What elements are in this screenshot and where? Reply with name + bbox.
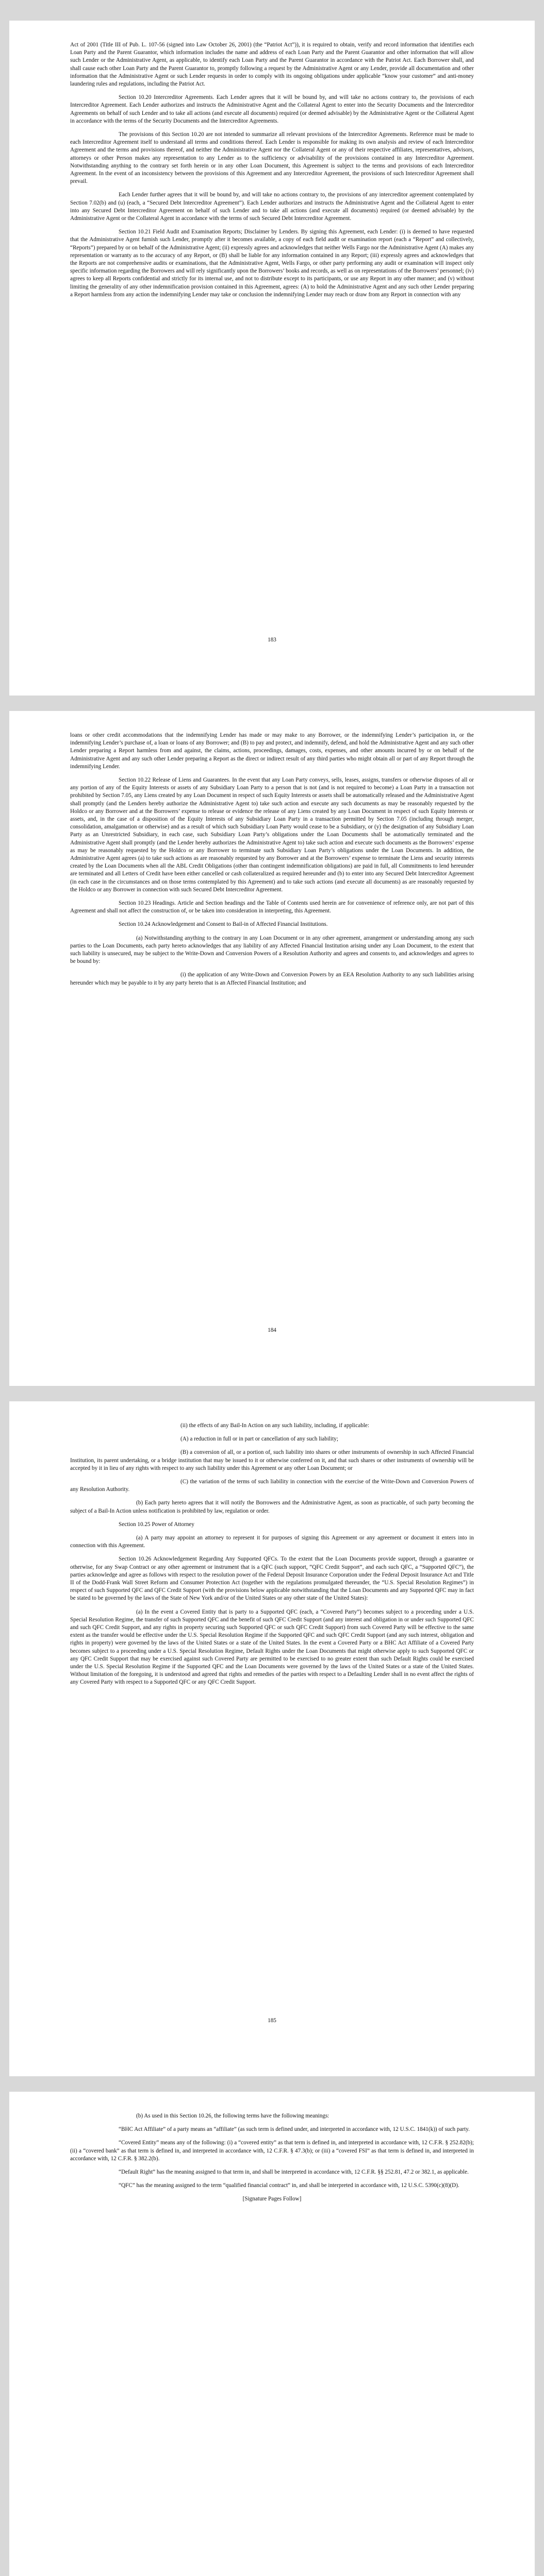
paragraph-section-10-26-a: (a) In the event a Covered Entity that is party to a Supported QFC (each, a “Covered Party”) becomes subject to a proceeding under a U.S. Special Resolution Regime, the transfer of such Supported QFC and the benefit of such QFC Credit Support (and any interest and obligation in or under such Supported QFC and such QFC Credit Support, and any rights in property securing such Supported QFC or such QFC Credit Support) from such Covered Party will be effective to the same extent as the transfer would be effective under the U.S. Special Resolution Regime if the Supported QFC and such QFC Credit Support (and any such interest, obligation and rights in property) were governed by the laws of the United States or a state of the United States. In the event a Covered Party or a BHC Act Affiliate of a Covered Party becomes subject to a proceeding under a U.S. Special Resolution Regime, Default Rights under the Loan Documents that might otherwise apply to such Supported QFC or any QFC Credit Support that may be exercised against such Covered Party are permitted to be exercised to no greater extent than such Default Rights could be exercised under the U.S. Special Resolution Regime if the Supported QFC and the Loan Documents were governed by the laws of the United States or a state of the United States. Without limitation of the foregoing, it is understood and agreed that rights and remedies of the parties with respect to a Defaulting Lender shall in no event affect the rights of any Covered Party with respect to a Supported QFC or any QFC Credit Support. bbox=[70, 1608, 474, 1686]
paragraph-section-10-23: Section 10.23 Headings. Article and Section headings and the Table of Contents used herein are for convenience of reference only, are not part of this Agreement and shall not affect the construction of, or be taken into consideration in interpreting, this Agreement. bbox=[70, 900, 474, 914]
paragraph-bail-in-effects: (ii) the effects of any Bail-In Action on any such liability, including, if applicable: bbox=[180, 1422, 369, 1429]
paragraph-section-10-26: Section 10.26 Acknowledgement Regarding Any Supported QFCs. To the extent that the Loan Documents provide support, through a guarantee or otherwise, for any Swap Contract or any other agreement or instrument that is a QFC (such support, “QFC Credit Support”, and each such QFC, a “Supported QFC”), the parties acknowledge and agree as follows with respect to the resolution power of the Federal Deposit Insurance Corporation under the Federal Deposit Insurance Act and Title II of the Dodd-Frank Wall Street Reform and Consumer Protection Act (together with the regulations promulgated thereunder, the “U.S. Special Resolution Regimes”) in respect of such Supported QFC and QFC Credit Support (with the provisions below applicable notwithstanding that the Loan Documents and any Supported QFC may in fact be stated to be governed by the laws of the State of New York and/or of the United States or any other state of the United States): bbox=[70, 1556, 474, 1602]
page-number: 183 bbox=[268, 636, 276, 643]
document-page-183 bbox=[9, 21, 535, 696]
page-number: 185 bbox=[268, 2017, 276, 2024]
paragraph-secured-debt-intercreditor: Each Lender further agrees that it will be bound by, and will take no actions contrary to, the provisions of any intercreditor agreement contemplated by Section 7.02(b) and (u) (each, a “Secured Debt Intercreditor Agreement”). Each Lender authorizes and instructs the Administrative Agent and the Collateral Agent to enter into any Secured Debt Intercreditor Agreement on behalf of such Lender and to take all actions (and execute all documents) required (or deemed advisable) by the Administrative Agent or the Collateral Agent in accordance with the terms of such Secured Debt Intercreditor Agreement. bbox=[70, 192, 474, 222]
paragraph-section-10-24-b: (b) Each party hereto agrees that it will notify the Borrowers and the Administrative Agent, as soon as practicable, of such party becoming the subject of a Bail-In Action unless notification is prohibited by law, regulation or order. bbox=[70, 1500, 474, 1514]
document-page-184 bbox=[9, 711, 535, 1386]
page-number: 184 bbox=[268, 1327, 276, 1333]
paragraph-section-10-25-a: (a) A party may appoint an attorney to represent it for purposes of signing this Agreement or any agreement or document it enters into in connection with this Agreement. bbox=[70, 1535, 474, 1549]
paragraph-section-10-20: Section 10.20 Intercreditor Agreements. Each Lender agrees that it will be bound by, and will take no actions contrary to, the provisions of each Intercreditor Agreement. Each Lender authorizes and instructs the Administrative Agent and the Collateral Agent to enter into the Security Documents and the Intercreditor Agreements on behalf of such Lender and to take all actions (and execute all documents) required (or deemed advisable) by the Administrative Agent or the Collateral Agent in accordance with the terms of the Security Documents and the Intercreditor Agreements. bbox=[70, 94, 474, 124]
paragraph-section-10-21: Section 10.21 Field Audit and Examination Reports; Disclaimer by Lenders. By signing this Agreement, each Lender: (i) is deemed to have requested that the Administrative Agent furnish such Lender, promptly after it becomes available, a copy of each field audit or examination report (each a “Report” and collectively, “Reports”) prepared by or on behalf of the Administrative Agent; (ii) expressly agrees and acknowledges that neither Wells Fargo nor the Administrative Agent (A) makes any representation or warranty as to the accuracy of any Report, or (B) shall be liable for any information contained in any Report; (iii) expressly agrees and acknowledges that the Reports are not comprehensive audits or examinations, that the Administrative Agent, Wells Fargo, or other party performing any audit or examination will inspect only specific information regarding the Borrowers and will rely significantly upon the Borrowers’ books and records, as well as on representations of the Borrowers’ personnel; (iv) agrees to keep all Reports confidential and strictly for its internal use, and not to distribute except to its participants, or use any Report in any other manner; and (v) without limiting the generality of any other indemnification provision contained in this Agreement, agrees: (A) to hold the Administrative Agent and any such other Lender preparing a Report harmless from any action the indemnifying Lender may take or conclusion the indemnifying Lender may reach or draw from any Report in connection with any bbox=[70, 229, 474, 298]
paragraph-section-10-26-b: (b) As used in this Section 10.26, the following terms have the following meanings: bbox=[136, 2113, 329, 2119]
paragraph-patriot-act: Act of 2001 (Title III of Pub. L. 107-56 (signed into Law October 26, 2001) (the “Patriot Act”)), it is required to obtain, verify and record information that identifies each Loan Party and the Parent Guarantor, which information includes the name and address of each Loan Party and the Parent Guarantor and other information that will allow such Lender or the Administrative Agent, as applicable, to identify each Loan Party and the Parent Guarantor in accordance with the Patriot Act. Each Borrower shall, and shall cause each other Loan Party and the Parent Guarantor to, promptly following a request by the Administrative Agent or any Lender, provide all documentation and other information that the Administrative Agent or such Lender requests in order to comply with its ongoing obligations under applicable “know your customer” and anti-money laundering rules and regulations, including the Patriot Act. bbox=[70, 42, 474, 88]
paragraph-section-10-25-heading: Section 10.25 Power of Attorney bbox=[119, 1521, 194, 1528]
paragraph-bail-in-a: (A) a reduction in full or in part or cancellation of any such liability; bbox=[180, 1436, 339, 1443]
paragraph-section-10-24-a-i: (i) the application of any Write-Down and Conversion Powers by an EEA Resolution Authority to any such liabilities arising hereunder which may be payable to it by any party hereto that is an Affected Financial Institution; and bbox=[70, 972, 474, 986]
signature-pages-follow: [Signature Pages Follow] bbox=[242, 2196, 302, 2202]
paragraph-section-10-22: Section 10.22 Release of Liens and Guarantees. In the event that any Loan Party conveys, sells, leases, assigns, transfers or otherwise disposes of all or any portion of any of the Equity Interests or assets of any Subsidiary Loan Party to a person that is not (and is not required to become) a Loan Party in a transaction not prohibited by Section 7.05, any Liens created by any Loan Document in respect of such Equity Interests or assets shall be automatically released and the Administrative Agent shall promptly (and the Lenders hereby authorize the Administrative Agent to) take such action and execute any such documents as may be reasonably requested by the Holdco or any Borrower and at the Borrowers’ expense to release or evidence the release of any Liens created by any Loan Document in respect of such Equity Interests or assets, and, in the case of a disposition of the Equity Interests of any Subsidiary Loan Party in a transaction permitted by Section 7.05 (including through merger, consolidation, amalgamation or otherwise) and as a result of which such Subsidiary Loan Party would cease to be a Subsidiary, or (y) the designation of any Subsidiary Loan Party as an Unrestricted Subsidiary, in each case, such Subsidiary Loan Party’s obligations under the Loan Documents shall be automatically terminated and the Administrative Agent shall promptly (and the Lender hereby authorizes the Administrative Agent to) take such action and execute such documents as the Borrowers’ expense as may be reasonably requested by the Holdco or any Borrower to terminate such Subsidiary Loan Party’s obligations under the Loan Documents. In addition, the Administrative Agent agrees (a) to take such actions as are reasonably requested by any Borrower and at the Borrowers’ expense to terminate the Liens and security interests created by the Loan Documents when all the ABL Credit Obligations (other than contingent indemnification obligations) are paid in full, all Commitments to lend hereunder are terminated and all Letters of Credit have been either cancelled or cash collateralized as required hereunder and (b) to enter into any Secured Debt Intercreditor Agreement (in each case in the circumstances and on those terms contemplated by this Agreement) and to take such actions (and execute all documents) as are reasonably requested by the Holdco or any Borrower in connection with such Secured Debt Intercreditor Agreement. bbox=[70, 777, 474, 893]
paragraph-section-10-24-a: (a) Notwithstanding anything to the contrary in any Loan Document or in any other agreement, arrangement or understanding among any such parties to the Loan Documents, each party hereto acknowledges that any liability of any Affected Financial Institution arising under any Loan Document, to the extent that such liability is unsecured, may be subject to the Write-Down and Conversion Powers of a Resolution Authority and agrees and consents to, and acknowledges and agrees to be bound by: bbox=[70, 935, 474, 965]
document-page-186 bbox=[9, 2092, 535, 2576]
paragraph-intercreditor-provisions: The provisions of this Section 10.20 are not intended to summarize all relevant provisions of the Intercreditor Agreements. Reference must be made to each Intercreditor Agreement itself to understand all terms and conditions thereof. Each Lender is responsible for making its own analysis and review of each Intercreditor Agreement and the terms and provisions thereof, and neither the Administrative Agent nor the Collateral Agent or any of their respective affiliates, representatives, advisors, attorneys or other Person makes any representation to any Lender as to the sufficiency or advisability of the provisions contained in any Intercreditor Agreement. Notwithstanding anything to the contrary set forth herein or in any other Loan Document, this Agreement is subject to the terms and provisions of each Intercreditor Agreement. In the event of an inconsistency between the provisions of this Agreement and any Intercreditor Agreement, the provisions of such Intercreditor Agreement shall prevail. bbox=[70, 131, 474, 185]
definition-qfc: “QFC” has the meaning assigned to the term “qualified financial contract” in, and shall be interpreted in accordance with, 12 U.S.C. 5390(c)(8)(D). bbox=[119, 2182, 459, 2189]
paragraph-bail-in-c: (C) the variation of the terms of such liability in connection with the exercise of the Write-Down and Conversion Powers of any Resolution Authority. bbox=[70, 1479, 474, 1493]
paragraph-indemnification-continued: loans or other credit accommodations that the indemnifying Lender has made or may make to any Borrower, or the indemnifying Lender’s participation in, or the indemnifying Lender’s purchase of, a loan or loans of any Borrower; and (B) to pay and protect, and indemnify, defend, and hold the Administrative Agent and any such other Lender preparing a Report harmless from and against, the claims, actions, proceedings, damages, costs, expenses, and other amounts incurred by or on behalf of the Administrative Agent and any such other Lender preparing a Report as the direct or indirect result of any third parties who might obtain all or part of any Report through the indemnifying Lender. bbox=[70, 732, 474, 770]
definition-default-right: “Default Right” has the meaning assigned to that term in, and shall be interpreted in accordance with, 12 C.F.R. §§ 252.81, 47.2 or 382.1, as applicable. bbox=[119, 2169, 469, 2176]
definition-covered-entity: “Covered Entity” means any of the following: (i) a “covered entity” as that term is defined in, and interpreted in accordance with, 12 C.F.R. § 252.82(b); (ii) a “covered bank” as that term is defined in, and interpreted in accordance with, 12 C.F.R. § 47.3(b); or (iii) a “covered FSI” as that term is defined in, and interpreted in accordance with, 12 C.F.R. § 382.2(b). bbox=[70, 2140, 474, 2162]
document-page-185 bbox=[9, 1401, 535, 2076]
paragraph-section-10-24-heading: Section 10.24 Acknowledgement and Consent to Bail-in of Affected Financial Institutions. bbox=[119, 921, 328, 928]
paragraph-bail-in-b: (B) a conversion of all, or a portion of, such liability into shares or other instruments of ownership in such Affected Financial Institution, its parent undertaking, or a bridge institution that may be issued to it or otherwise conferred on it, and that such shares or other instruments of ownership will be accepted by it in lieu of any rights with respect to any such liability under this Agreement or any other Loan Document; or bbox=[70, 1449, 474, 1471]
definition-bhc-act-affiliate: “BHC Act Affiliate” of a party means an “affiliate” (as such term is defined under, and interpreted in accordance with, 12 U.S.C. 1841(k)) of such party. bbox=[119, 2126, 470, 2133]
